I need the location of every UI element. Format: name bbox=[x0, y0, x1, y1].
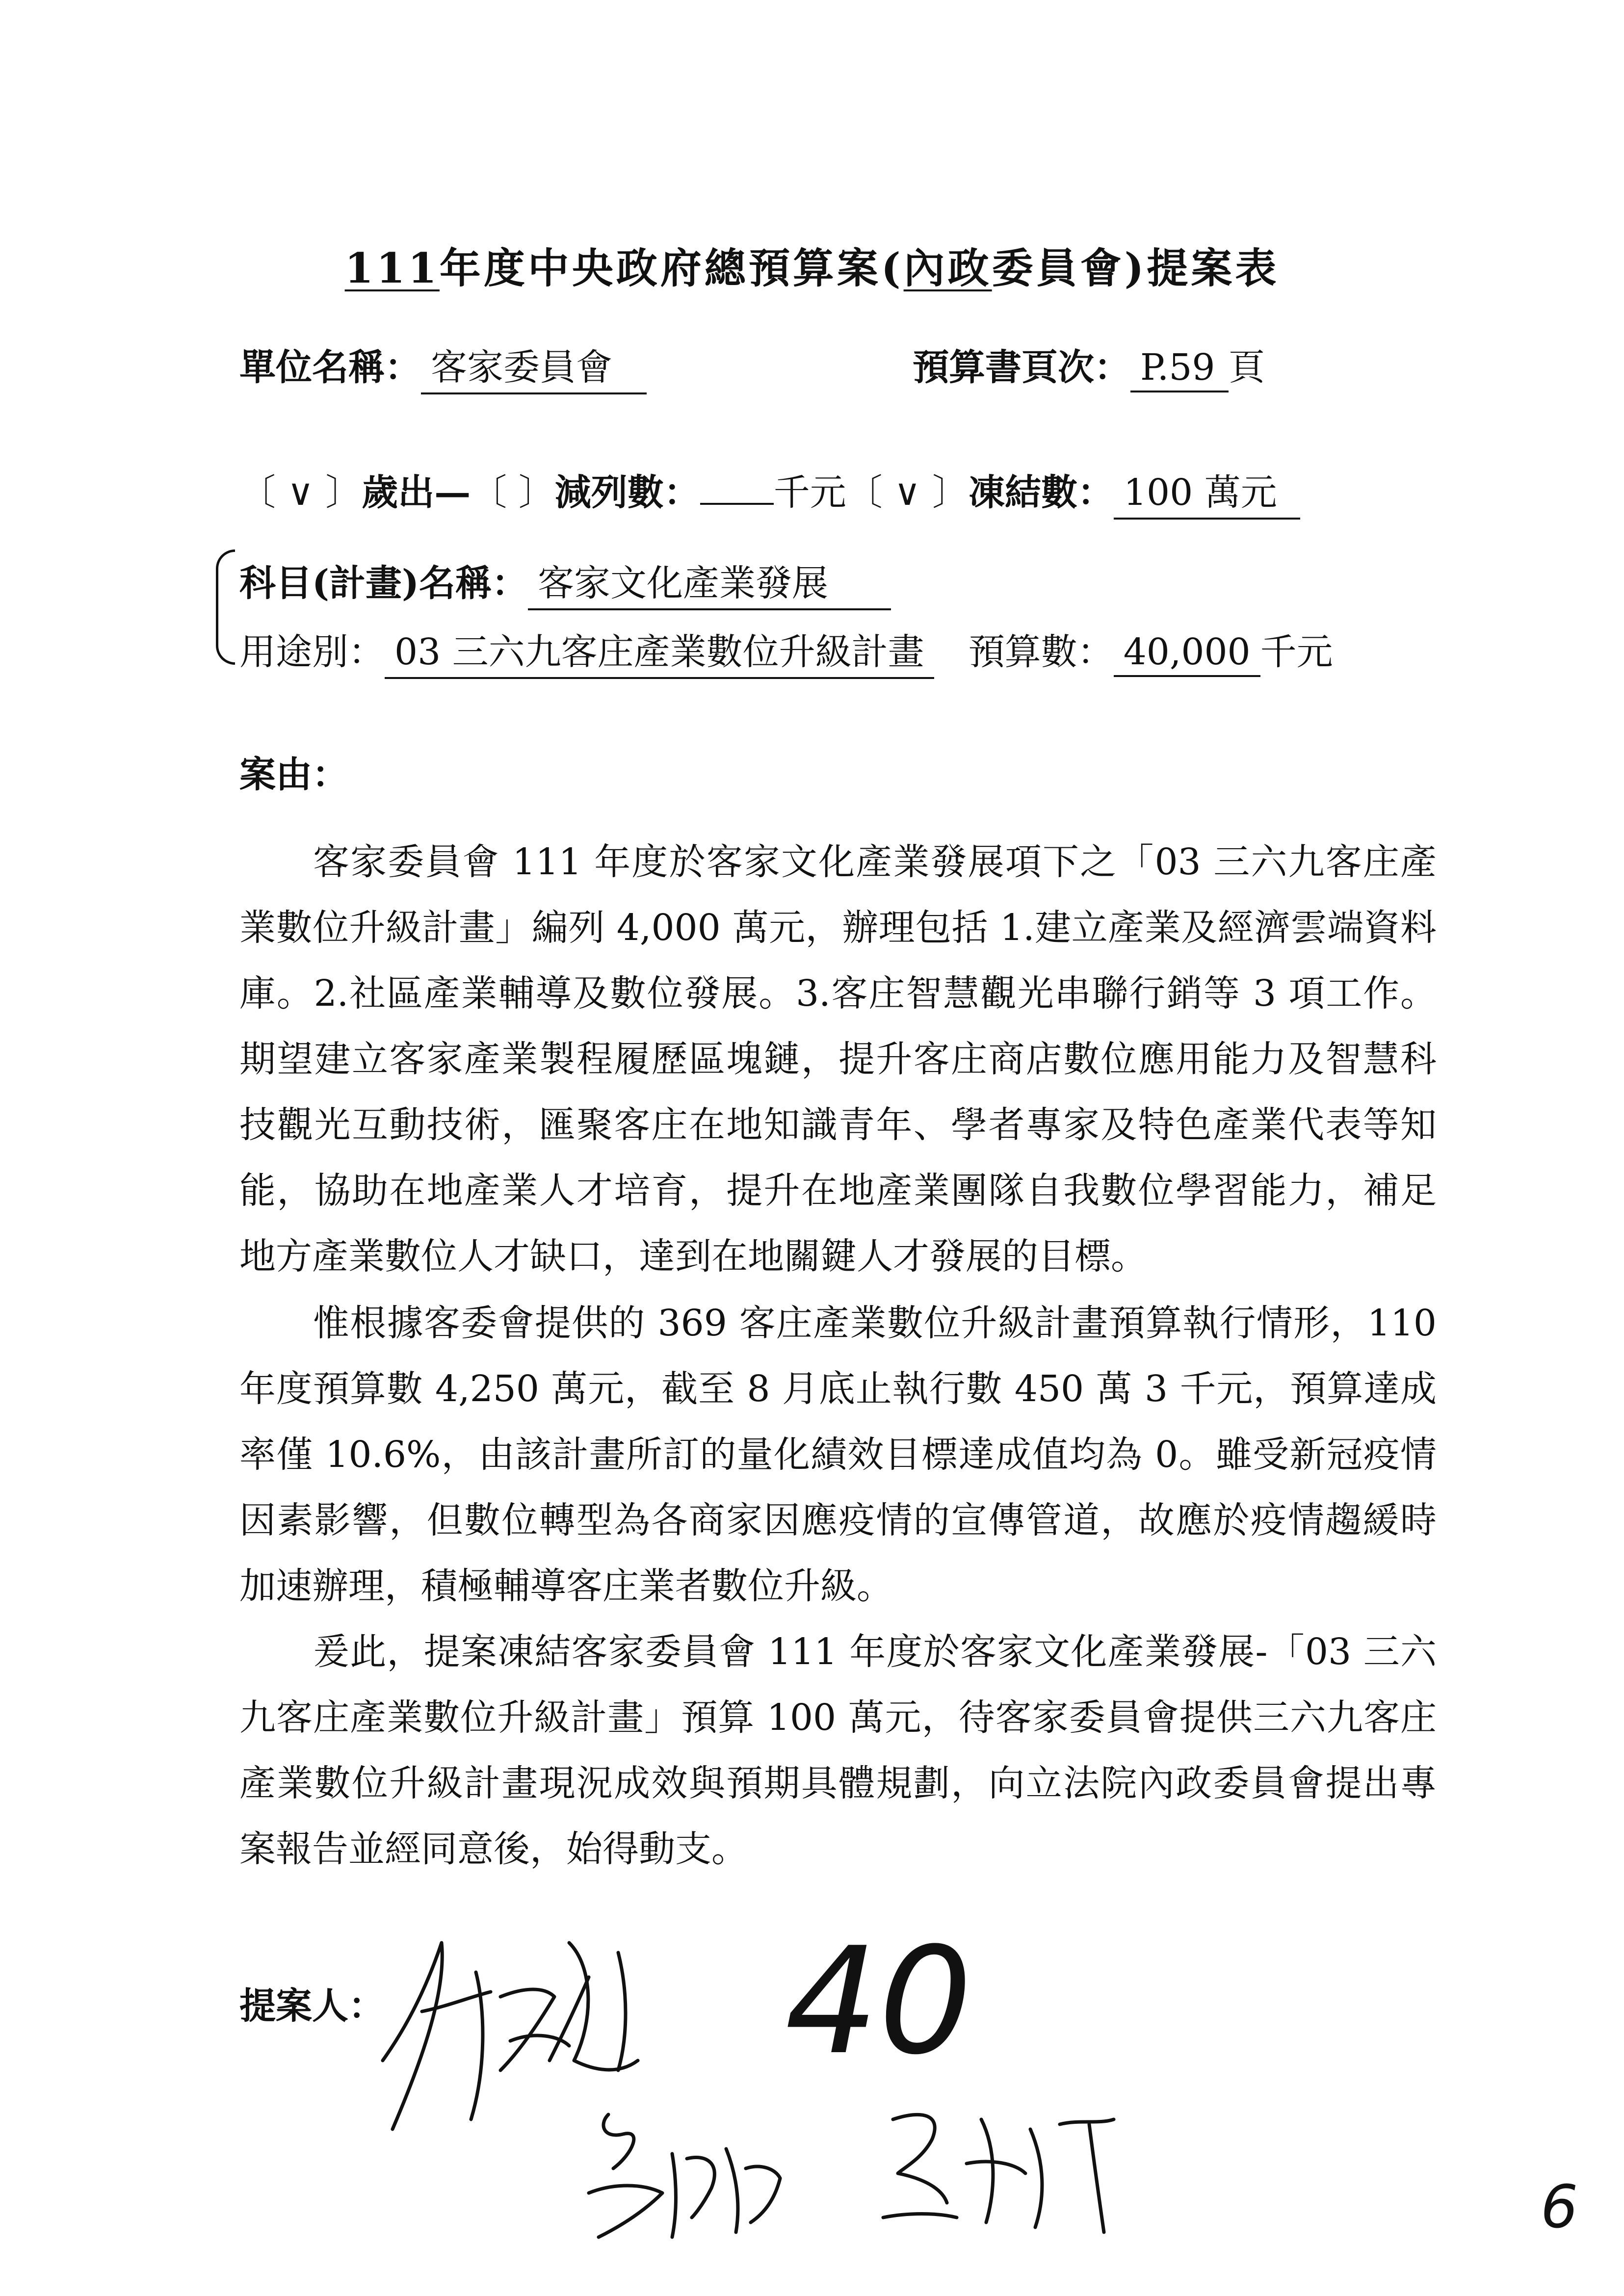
page-ref-label: 預算書頁次： bbox=[913, 346, 1130, 389]
usage-value: 03 三六九客庄產業數位升級計畫 bbox=[385, 623, 934, 679]
unit-label: 單位名稱： bbox=[239, 346, 421, 389]
unit-value: 客家委員會 bbox=[421, 339, 647, 394]
handwritten-number: 40 bbox=[785, 1916, 972, 2087]
title-year: 111 bbox=[344, 244, 440, 292]
subject-row bbox=[239, 554, 891, 610]
title-end: 委員會)提案表 bbox=[992, 244, 1280, 292]
reduce-label: 減列數： bbox=[554, 471, 700, 514]
reason-paragraph-2: 惟根據客委會提供的 369 客庄產業數位升級計畫預算執行情形，110 年度預算數 4,250 萬元，截至 8 月底止執行數 450 萬 3 千元，預算達成率僅 10.6%，由該計畫所訂的量化績效目標達成值均為 0。雖受新冠疫情因素影響，但數位轉型為各商家因應疫情的宣傳管道，故應於疫情趨緩時加速辦理，積極輔導客庄業者數位升級。 bbox=[239, 1302, 1437, 1607]
title-committee: 內政 bbox=[903, 244, 992, 292]
page-number: 6 bbox=[1541, 2173, 1578, 2242]
budget-unit: 千元 bbox=[1260, 631, 1333, 673]
freeze-check: 〔 ∨ 〕 bbox=[846, 471, 969, 514]
reason-label: 案由： bbox=[239, 754, 348, 796]
page-ref-value: P.59 bbox=[1130, 346, 1229, 392]
freeze-label: 凍結數： bbox=[968, 471, 1114, 514]
reduce-value bbox=[700, 501, 774, 505]
signature-3 bbox=[868, 2090, 1143, 2247]
title-mid: 年度中央政府總預算案( bbox=[439, 244, 904, 292]
subject-value: 客家文化產業發展 bbox=[528, 554, 891, 610]
signature-2 bbox=[579, 2095, 800, 2257]
expense-label: 歲出— bbox=[362, 471, 471, 514]
page-ref-suffix: 頁 bbox=[1229, 346, 1265, 389]
budget-value: 40,000 bbox=[1114, 631, 1260, 677]
usage-label: 用途別： bbox=[239, 631, 385, 673]
action-row bbox=[239, 464, 1300, 520]
expense-check: 〔 ∨ 〕 bbox=[239, 471, 362, 514]
unit-row bbox=[239, 339, 647, 394]
reason-paragraph-3: 爰此，提案凍結客家委員會 111 年度於客家文化產業發展-「03 三六九客庄產業數位升級計畫」預算 100 萬元，待客家委員會提供三六九客庄產業數位升級計畫現況成效與預期具體規劃，向立法院內政委員會提出專案報告並經同意後，始得動支。 bbox=[239, 1631, 1437, 1870]
freeze-value: 100 萬元 bbox=[1114, 464, 1300, 520]
document-title bbox=[0, 235, 1624, 295]
page-ref-row bbox=[913, 339, 1265, 392]
reduce-unit: 千元 bbox=[773, 471, 846, 514]
usage-row bbox=[239, 623, 1333, 679]
proposer-label: 提案人： bbox=[239, 1985, 385, 2027]
reason-paragraph-1: 客家委員會 111 年度於客家文化產業發展項下之「03 三六九客庄產業數位升級計畫」編列 4,000 萬元，辦理包括 1.建立產業及經濟雲端資料庫。2.社區產業輔導及數位發展。3.客庄智慧觀光串聯行銷等 3 項工作。期望建立客家產業製程履歷區塊鏈，提升客庄商店數位應用能力及智慧科技觀光互動技術，匯聚客庄在地知識青年、學者專家及特色產業代表等知能，協助在地產業人才培育，提升在地產業團隊自我數位學習能力，補足地方產業數位人才缺口，達到在地關鍵人才發展的目標。 bbox=[239, 841, 1437, 1278]
subject-label: 科目(計畫)名稱： bbox=[239, 562, 528, 604]
budget-label: 預算數： bbox=[968, 631, 1114, 673]
reduce-check: 〔 〕 bbox=[471, 471, 555, 514]
subject-brace bbox=[216, 549, 235, 665]
